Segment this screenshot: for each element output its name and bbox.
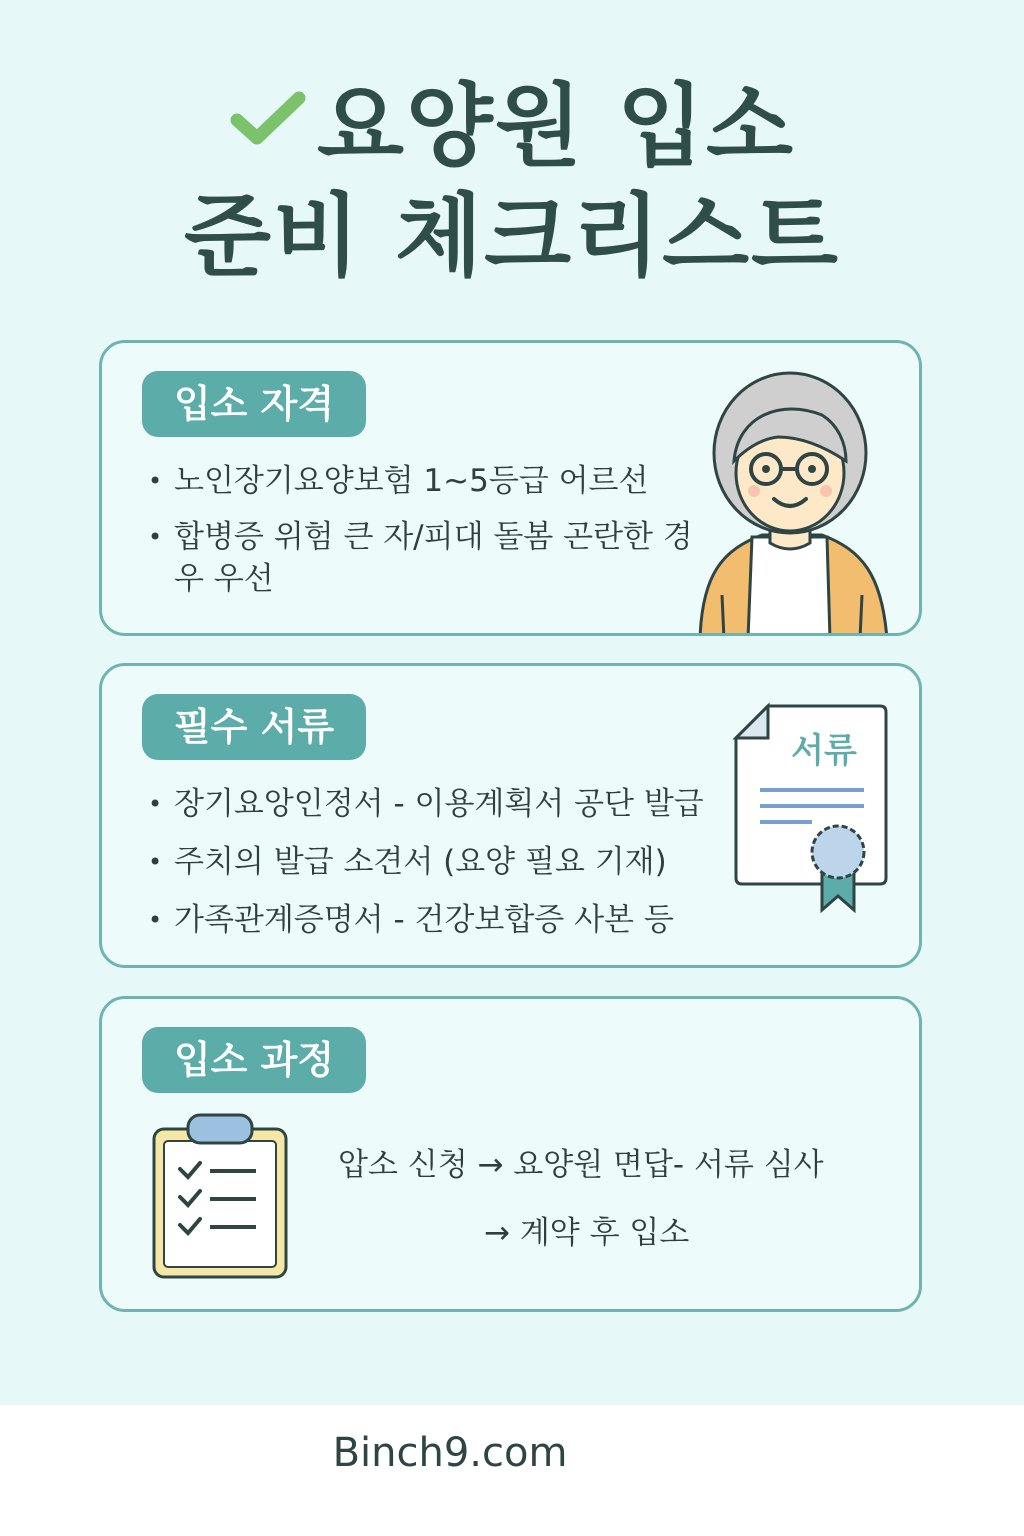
list-item: • 장기요앙인정서 - 이용계획서 공단 발급 [148,783,748,825]
process-badge: 입소 과정 [142,1027,366,1093]
document-certificate-icon [732,702,892,914]
list-item: • 가족관계증명서 - 건강보합증 사본 등 [148,899,748,941]
process-step-line2: → 계약 후 입소 [484,1215,690,1251]
checkmark-icon [229,90,307,150]
grandma-illustration [682,365,897,636]
documents-card [99,663,922,968]
eligibility-list [148,460,708,614]
document-label: 서류 [791,731,857,771]
process-step-line1: 압소 신청 → 요양원 면답- 서류 심사 [338,1147,824,1183]
documents-badge: 필수 서류 [142,694,366,760]
footer-site: Binch9.com [332,1430,568,1476]
clipboard-checklist-icon [150,1111,290,1281]
list-item: • 주치의 발급 소견서 (요양 필요 기재) [148,841,748,883]
process-card [99,996,922,1312]
eligibility-card [99,340,922,636]
page-title-line1 [0,72,1024,182]
list-item: • 합병증 위험 큰 자/피대 돌봄 곤란한 경우 우선 [148,516,708,600]
list-item: • 노인장기요양보험 1~5등급 어르선 [148,460,708,502]
title-text-1: 요양원 입소 [316,74,796,179]
eligibility-badge: 입소 자격 [142,371,366,437]
page-title-line2: 준비 체크리스트 [184,184,840,289]
documents-list [148,783,748,957]
